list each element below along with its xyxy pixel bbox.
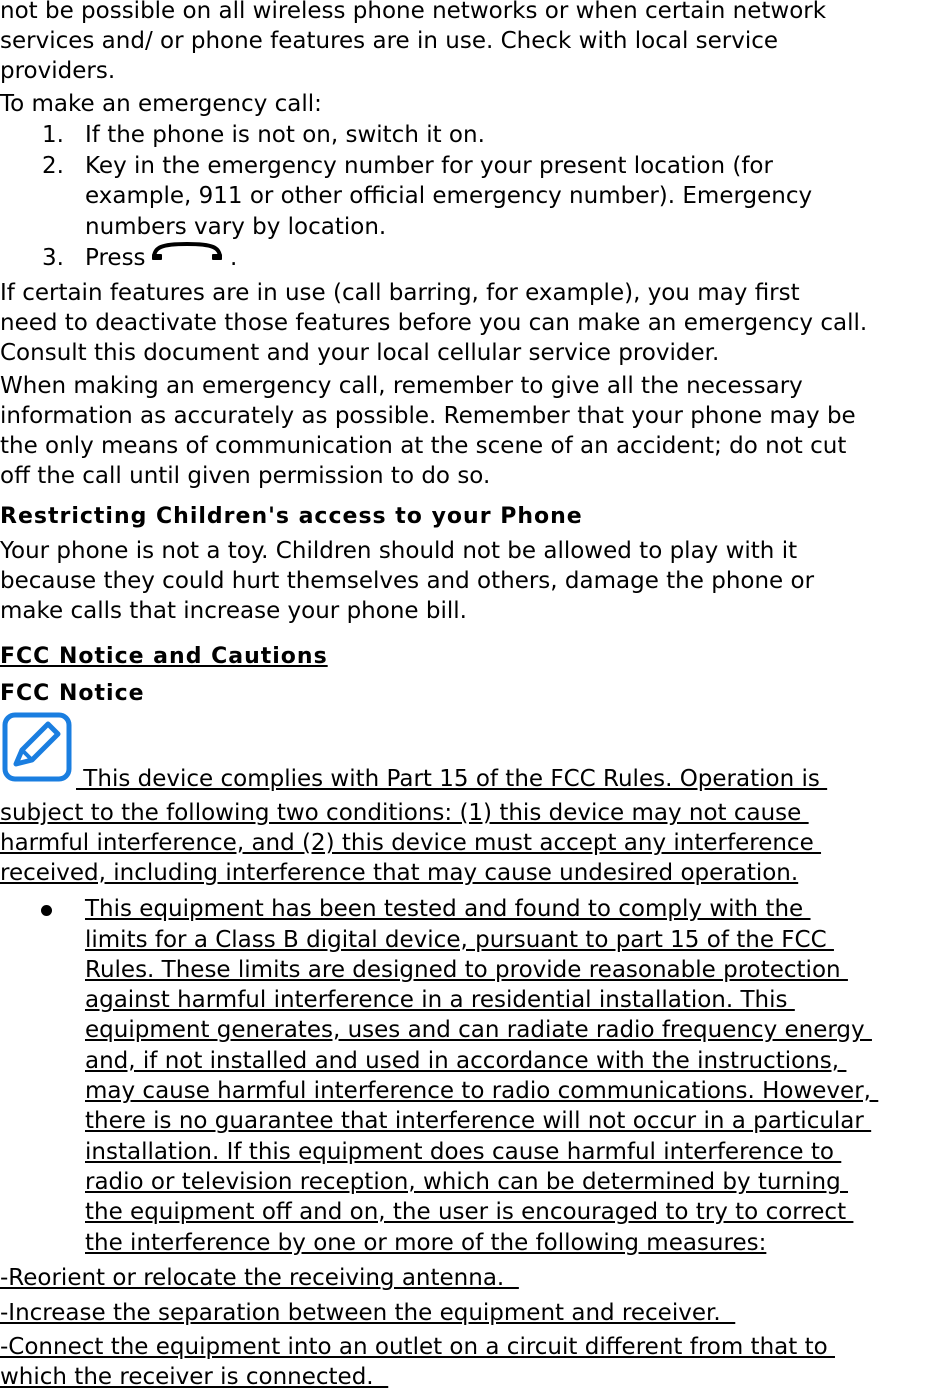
fcc-text-line: received, including interference that may cause undesired operation.: [0, 860, 799, 886]
bullet-text-line: the equipment off and on, the user is encouraged to try to correct: [85, 1199, 854, 1225]
measure-line: -Reorient or relocate the receiving antenna.: [0, 1265, 519, 1291]
bullet-text-line: against harmful interference in a residential installation. This: [85, 987, 795, 1013]
paragraph-line: When making an emergency call, remember to give all the necessary: [0, 373, 803, 399]
fcc-text-line: harmful interference, and (2) this device must accept any interference: [0, 830, 822, 856]
section-heading: Restricting Children's access to your Phone: [0, 504, 583, 529]
bullet-text-line: the interference by one or more of the following measures:: [85, 1230, 767, 1256]
measure-line: which the receiver is connected.: [0, 1364, 389, 1390]
intro-line: not be possible on all wireless phone networks or when certain network: [0, 0, 827, 24]
step-text: numbers vary by location.: [85, 214, 387, 240]
intro-line: services and/ or phone features are in use. Check with local service: [0, 28, 779, 54]
bullet-text-line: limits for a Class B digital device, pursuant to part 15 of the FCC: [85, 927, 834, 953]
paragraph-line: the only means of communication at the scene of an accident; do not cut: [0, 433, 847, 459]
fcc-section-heading: FCC Notice and Cautions: [0, 644, 328, 669]
paragraph-line: make calls that increase your phone bill.: [0, 598, 467, 624]
paragraph-line: need to deactivate those features before you can make an emergency call.: [0, 310, 868, 336]
call-key-icon: [150, 241, 224, 261]
step-text: Press: [85, 245, 146, 271]
fcc-notice-heading: FCC Notice: [0, 681, 145, 706]
fcc-text-line: subject to the following two conditions: (1) this device may not cause: [0, 800, 809, 826]
step-number: 1.: [42, 122, 64, 148]
bullet-text-line: and, if not installed and used in accordance with the instructions,: [85, 1048, 847, 1074]
list-bullet: [41, 905, 52, 916]
bullet-text-line: radio or television reception, which can be determined by turning: [85, 1169, 849, 1195]
step-number: 3.: [42, 245, 64, 271]
step-text: .: [230, 245, 238, 271]
fcc-text-line: This device complies with Part 15 of the FCC Rules. Operation is: [76, 766, 828, 792]
paragraph-line: because they could hurt themselves and others, damage the phone or: [0, 568, 815, 594]
bullet-text-line: Rules. These limits are designed to provide reasonable protection: [85, 957, 848, 983]
paragraph-line: If certain features are in use (call barring, for example), you may first: [0, 280, 800, 306]
step-text: example, 911 or other official emergency number). Emergency: [85, 183, 813, 209]
step-text: Key in the emergency number for your present location (for: [85, 153, 773, 179]
paragraph-line: Your phone is not a toy. Children should not be allowed to play with it: [0, 538, 798, 564]
intro-line: providers.: [0, 58, 116, 84]
bullet-text-line: equipment generates, uses and can radiate radio frequency energy: [85, 1017, 872, 1043]
paragraph-line: Consult this document and your local cellular service provider.: [0, 340, 720, 366]
measure-line: -Connect the equipment into an outlet on a circuit different from that to: [0, 1334, 835, 1360]
step-number: 2.: [42, 153, 64, 179]
bullet-text-line: may cause harmful interference to radio communications. However,: [85, 1078, 879, 1104]
measure-line: -Increase the separation between the equipment and receiver.: [0, 1300, 736, 1326]
note-pencil-icon: [2, 712, 72, 782]
bullet-text-line: installation. If this equipment does cause harmful interference to: [85, 1139, 842, 1165]
emergency-lead: To make an emergency call:: [0, 91, 322, 117]
paragraph-line: information as accurately as possible. Remember that your phone may be: [0, 403, 856, 429]
paragraph-line: off the call until given permission to do so.: [0, 463, 491, 489]
bullet-text-line: there is no guarantee that interference will not occur in a particular: [85, 1108, 872, 1134]
step-text: If the phone is not on, switch it on.: [85, 122, 485, 148]
bullet-text-line: This equipment has been tested and found to comply with the: [85, 896, 811, 922]
